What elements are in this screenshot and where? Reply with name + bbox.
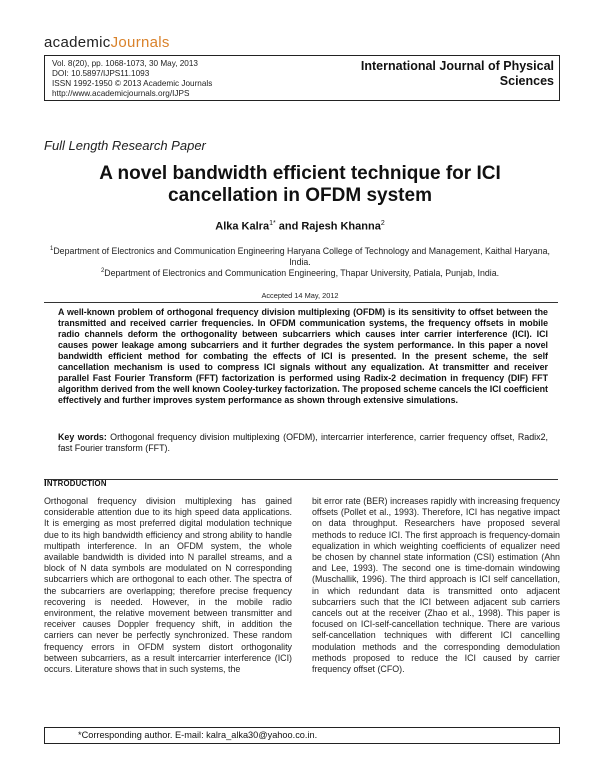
journal-url[interactable]: http://www.academicjournals.org/IJPS <box>52 89 190 98</box>
abstract-bottom-rule <box>44 479 558 480</box>
issn: ISSN 1992-1950 © 2013 Academic Journals <box>52 79 213 88</box>
keywords <box>58 432 548 454</box>
accepted-date: Accepted 14 May, 2012 <box>261 291 339 300</box>
journal-logo <box>44 34 170 51</box>
corresponding-author-footnote: *Corresponding author. E-mail: kalra_alka30@yahoo.co.in. <box>78 730 318 740</box>
author-1: Alka Kalra <box>215 220 270 233</box>
journal-meta <box>52 59 212 99</box>
introduction-heading: INTRODUCTION <box>44 478 107 489</box>
logo-part-journals: Journals <box>110 34 170 51</box>
volume-info: Vol. 8(20), pp. 1068-1073, 30 May, 2013 <box>52 59 198 68</box>
affiliation-1: $^1$Department of Electronics and Communication Engineering Haryana College of Technology and Management, Kaithal Haryana, India. <box>49 245 550 267</box>
authors: Alka Kalra$^{1*}$ and Rajesh Khanna$^2$ <box>215 220 385 233</box>
paper-type: Full Length Research Paper <box>44 138 206 153</box>
intro-column-right: bit error rate (BER) increases rapidly with increasing frequency offsets (Pollet et al., 1993). Therefore, ICI has negative impact on data throughput. Researchers have proposed several methods to reduce ICI. The first approach is frequency-domain equalization in which weighting coefficients of equalizer need be chosen by channel state information (CSI) estimation (Ahn and Lee, 1993). The second one is time-domain windowing (Muschallik, 1996). The third approach is ICI self cancellation, in which redundant data is transmitted onto adjacent subcarriers such that the ICI between adjacent sub carriers cancels out at the receiver (Zhao et al., 1998). This paper is focused on ICI-self-cancellation technique. There are various self-cancellation techniques with different ICI cancelling modulation methods and the corresponding demodulation methods proposed to reduce the ICI caused by carrier frequency offset (CFO). <box>312 496 560 675</box>
author-2: Rajesh Khanna <box>301 220 381 233</box>
affiliation-2: $^2$Department of Electronics and Communication Engineering, Thapar University, Patiala, Punjab, India. <box>100 267 500 278</box>
keywords-label: Key words: <box>58 432 107 442</box>
journal-name: International Journal of Physical Sciences <box>360 59 554 88</box>
doi: DOI: 10.5897/IJPS11.1093 <box>52 69 150 78</box>
abstract: A well-known problem of orthogonal frequency division multiplexing (OFDM) is its sensitivity to offset between the transmitted and received carrier frequencies. In OFDM communication systems, the frequency offsets in mobile radio channels deform the orthogonality between subcarriers which causes inter carrier interference (ICI). ICI causes power leakage among subcarriers and it further degrades the system performance. In this paper a novel bandwidth efficient method for combating the effects of ICI is presented. In the present scheme, the self cancellation mechanism is used to compress ICI signals without any equalization. At transmitter and receiver parallel Fast Fourier Transform (FFT) factorization is performed using Radix-2 decimation in frequency (DIF) FFT algorithm derived from the well known Cooley-turkey factorization. The proposed scheme cancels the ICI coefficient effectively and further improves system performance as shown through extensive simulations. <box>58 307 548 405</box>
logo-part-academic: academic <box>44 34 111 51</box>
keywords-text: Orthogonal frequency division multiplexing (OFDM), intercarrier interference, carrier frequency offset, Radix2, fast Fourier transform (FFT). <box>58 432 548 453</box>
abstract-top-rule <box>44 302 558 303</box>
intro-column-left: Orthogonal frequency division multiplexing has gained considerable attention due to its high speed data applications. It is emerging as most preferred digital modulation technique due to its high bandwidth efficiency and strong ability to handle multipath interference. In an OFDM system, the whole available bandwidth is divided into N parallel streams, and a block of N data symbols are modulated on N corresponding subcarriers which are orthogonal to each other. The spectra of the subcarriers are overlapping; therefore precise frequency recovering is needed. However, in the mobile radio environment, the relative movement between transmitter and receiver causes Doppler frequency shift, in addition the carriers can never be perfectly synchronized. These random frequency errors in OFDM system distort orthogonality between subcarriers, as a result intercarrier interference (ICI) occurs. Literature shows that in such systems, the <box>44 496 292 675</box>
paper-title: A novel bandwidth efficient technique for ICI cancellation in OFDM system <box>99 163 501 206</box>
